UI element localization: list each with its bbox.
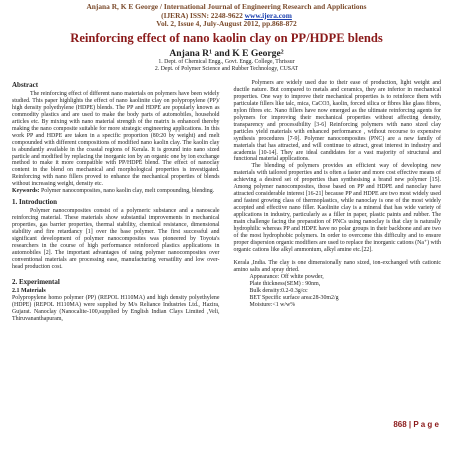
right-paragraph-1: Polymers are widely used due to their ease of production, light weight and ductile nature. But compared to metals and ceramics, they are inferior in mechanical properties. One way to improve their mechanical properties is to reinforce them with particulate fillers like talc, mica, CaCO3, kaolin, forced silica or fibres like glass fibres, nylon fibres etc. Nano fillers have now emerged as the ultimate reinforcing agents for polymers for improving their mechanical properties without affecting density, transparency and processibility [3-6] Reinforcing polymers with nano sized clay particles yield materials with enhanced performance , without recourse to expensive synthesis procedures [7-9]. Polymer nanocomposites (PNC) are a new family of materials that has attracted, and will continue to attract, great interest in industry and academia [10-14]. They are ideal candidates for a vast majority of structural and functional material applications. bbox=[233, 80, 441, 163]
property-line: BET Specific surface area:28-30m2/g bbox=[249, 294, 339, 301]
property-line: Bulk density:0.2-0.3g/cc bbox=[249, 287, 308, 294]
keywords-label: Keywords: bbox=[12, 188, 40, 195]
materials-continued: Kerala ,India. The clay is one dimensionally nano sized, ion-exchanged with cationic amino salts and spray dried. bbox=[233, 259, 441, 273]
property-line: Moisture:<1 w/w% bbox=[249, 301, 296, 308]
keywords bbox=[12, 188, 220, 195]
intro-heading: 1. Introduction bbox=[12, 198, 57, 207]
keywords-text: Polymer nanocomposites, nano kaolin clay, melt compounding, blending. bbox=[39, 188, 215, 195]
right-paragraph-2: The blending of polymers provides an efficient way of developing new materials with tailored properties and is often a faster and more cost effective means of achieving a desired set of properties than synthesising a brand new polymer [15]. Among polymer nanocomposites, those based on PP and HDPE and nanoclay have attracted considerable interest [16-21] because PP and HDPE are two most widely used and fastest growing class of thermoplastics, while nanoclay is one of the most widely accepted and effective nano filler. Kaolinite clay is a mineral that has wide variety of applications in industry, particularly as a filler in paper, plastic paints and rubber. The main challenge facing the preparation of PNCs using nanoclay is that clay is naturally hydrophilic whereas PP and HDPE have no polar groups in their backbone and are two of the most hydrophobic polymers. In order to overcome this difficulty and to ensure proper dispersion organic modifiers are used to replace the inorganic cations (Na⁺) with organic cations like alkyl ammonium, alkyl amine etc.[22]. bbox=[233, 163, 441, 253]
left-column bbox=[12, 80, 220, 323]
experimental-heading: 2. Experimental bbox=[12, 277, 60, 286]
body-columns bbox=[12, 80, 441, 323]
affiliation-2: 2. Dept. of Polymer Science and Rubber Technology, CUSAT bbox=[154, 65, 299, 72]
affiliation-1: 1. Dept. of Chemical Engg., Govt. Engg. College, Thrissur bbox=[158, 58, 295, 65]
right-column bbox=[234, 80, 442, 323]
page-number: 868 | P a g e bbox=[393, 420, 439, 429]
property-line: Appearance: Off white powder, bbox=[249, 273, 324, 280]
issn: (IJERA) ISSN: 2248-9622 bbox=[161, 10, 245, 20]
paper-title: Reinforcing effect of nano kaolin clay on PP/HDPE blends bbox=[70, 30, 383, 45]
abstract-text: The reinforcing effect of different nano materials on polymers have been widely studied. This paper highlights the effect of nano kaolinite clay on polypropylene (PP)/ high density polyethylene (HDPE) blends. The PP and HDPE are popularly known as commodity plastics and are used to make the body parts of automobiles, household articles etc. By mixing with nano material strength of the matrix is enhanced thereby making the nano composite suitable for more strategic engineering applications. In this work PP and HDPE are taken in a specific proportion (80:20 by weight) and melt compounded with different compositions of modified nano kaolin clay. The kaolin clay is abundantly available in the coastal regions of Kerala. It is ground into nano sized particle and modified by replacing the inorganic ion by an organic one by ion exchange method to make it more compatible with PP/HDPE blend. The effect of nanoclay content in the blend on mechanical and morphological properties is investigated. Reinforcing with nano fillers proved to enhance the mechanical properties of blends without increasing weight, density etc. bbox=[12, 90, 220, 188]
intro-text: Polymer nanocomposites consist of a polymeric substance and a nanoscale reinforcing material. These materials show substantial improvements in mechanical properties, gas barrier properties, thermal stability, chemical resistance, dimensional stability and fire retardancy [1] over the base polymer. The first successful and significant development of polymer nanocomposites was pioneered by Toyota's researchers in the course of high performance reinforced plastics applications in automobiles [2]. The important advantages of using polymer nanocomposites over conventional materials are processing ease, manufacturing versatility and low over-head production cost. bbox=[12, 208, 220, 270]
property-line: Plate thickness(SEM) : 90nm, bbox=[249, 280, 321, 287]
abstract-heading: Abstract bbox=[12, 81, 39, 89]
materials-heading: 2.1 Materials bbox=[12, 287, 46, 294]
header-line-1: Anjana R, K E George / International Journal of Engineering Research and Applications bbox=[86, 2, 367, 11]
paper-authors: Anjana R¹ and K E George² bbox=[169, 47, 284, 59]
materials-text: Polypropylene homo polymer (PP) (REPOL H110MA) and high density polyethylene (HDPE) (REPOL H110MA) were supplied by M/s Reliance Industries Ltd., Hazira, Gujarat. Nanoclay (Nanocalite-100,supplied by English Indian Clays Limited ,Veli, Thiruvananthapuram, bbox=[12, 294, 220, 322]
journal-header bbox=[0, 0, 453, 29]
clay-properties bbox=[234, 274, 442, 309]
journal-link[interactable]: www.ijera.com bbox=[244, 10, 292, 20]
header-line-3: Vol. 2, Issue 4, July-August 2012, pp.868-872 bbox=[156, 19, 297, 29]
